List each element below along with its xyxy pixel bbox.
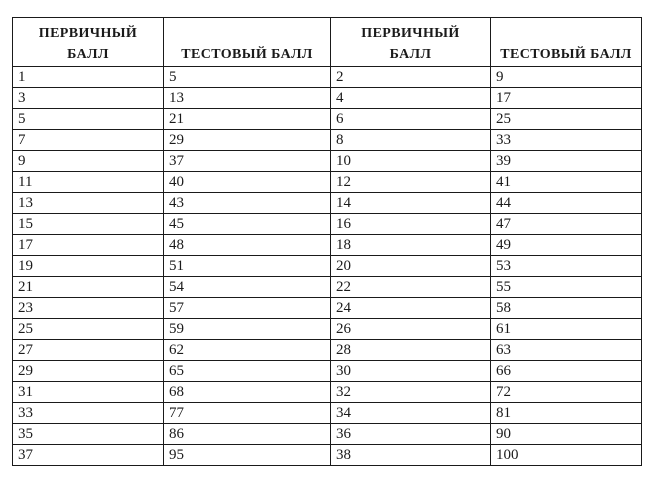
score-cell: 16 [331, 214, 491, 235]
score-cell: 30 [331, 361, 491, 382]
header-line: БАЛЛ [67, 47, 109, 62]
score-cell: 65 [164, 361, 331, 382]
score-cell: 9 [13, 151, 164, 172]
score-cell: 51 [164, 256, 331, 277]
score-cell: 66 [491, 361, 642, 382]
column-header-2 [164, 18, 331, 67]
table-row [13, 193, 642, 214]
score-cell: 29 [164, 130, 331, 151]
score-cell: 57 [164, 298, 331, 319]
table-row [13, 109, 642, 130]
score-cell: 2 [331, 67, 491, 88]
score-cell: 100 [491, 445, 642, 466]
score-cell: 24 [331, 298, 491, 319]
header-line: ТЕСТОВЫЙ БАЛЛ [500, 47, 632, 62]
score-cell: 6 [331, 109, 491, 130]
score-cell: 36 [331, 424, 491, 445]
score-cell: 86 [164, 424, 331, 445]
score-cell: 90 [491, 424, 642, 445]
score-cell: 17 [13, 235, 164, 256]
header-line: ПЕРВИЧНЫЙ [38, 26, 138, 41]
score-cell: 12 [331, 172, 491, 193]
score-cell: 32 [331, 382, 491, 403]
table-row [13, 445, 642, 466]
score-conversion-table [12, 17, 642, 466]
score-cell: 23 [13, 298, 164, 319]
score-cell: 68 [164, 382, 331, 403]
score-cell: 95 [164, 445, 331, 466]
score-cell: 77 [164, 403, 331, 424]
score-cell: 7 [13, 130, 164, 151]
score-cell: 39 [491, 151, 642, 172]
score-cell: 81 [491, 403, 642, 424]
table-row [13, 214, 642, 235]
header-line: БАЛЛ [389, 47, 432, 62]
score-cell: 37 [164, 151, 331, 172]
score-cell: 35 [13, 424, 164, 445]
score-cell: 31 [13, 382, 164, 403]
score-cell: 4 [331, 88, 491, 109]
score-cell: 17 [491, 88, 642, 109]
score-cell: 72 [491, 382, 642, 403]
score-cell: 5 [13, 109, 164, 130]
score-cell: 14 [331, 193, 491, 214]
table-row [13, 424, 642, 445]
score-cell: 40 [164, 172, 331, 193]
table-row [13, 403, 642, 424]
table-row [13, 319, 642, 340]
score-cell: 33 [13, 403, 164, 424]
score-cell: 38 [331, 445, 491, 466]
table-row [13, 151, 642, 172]
header-line: ПЕРВИЧНЫЙ [361, 26, 460, 41]
table-row [13, 130, 642, 151]
score-cell: 5 [164, 67, 331, 88]
column-header-3 [331, 18, 491, 67]
score-cell: 34 [331, 403, 491, 424]
score-cell: 41 [491, 172, 642, 193]
score-cell: 8 [331, 130, 491, 151]
table-row [13, 235, 642, 256]
score-cell: 25 [13, 319, 164, 340]
column-header-1 [13, 18, 164, 67]
table-body [13, 67, 642, 466]
score-cell: 3 [13, 88, 164, 109]
table-row [13, 382, 642, 403]
header-line: ТЕСТОВЫЙ БАЛЛ [181, 47, 313, 62]
score-cell: 11 [13, 172, 164, 193]
score-cell: 27 [13, 340, 164, 361]
score-cell: 59 [164, 319, 331, 340]
score-cell: 10 [331, 151, 491, 172]
score-cell: 19 [13, 256, 164, 277]
score-cell: 63 [491, 340, 642, 361]
score-cell: 43 [164, 193, 331, 214]
table-row [13, 298, 642, 319]
score-cell: 44 [491, 193, 642, 214]
score-cell: 47 [491, 214, 642, 235]
score-cell: 48 [164, 235, 331, 256]
score-cell: 1 [13, 67, 164, 88]
score-cell: 25 [491, 109, 642, 130]
table-row [13, 361, 642, 382]
score-cell: 45 [164, 214, 331, 235]
score-cell: 33 [491, 130, 642, 151]
table-row [13, 277, 642, 298]
score-cell: 37 [13, 445, 164, 466]
score-cell: 21 [13, 277, 164, 298]
score-cell: 9 [491, 67, 642, 88]
score-cell: 21 [164, 109, 331, 130]
score-cell: 13 [13, 193, 164, 214]
score-cell: 18 [331, 235, 491, 256]
score-cell: 15 [13, 214, 164, 235]
header-row [13, 18, 642, 67]
score-cell: 49 [491, 235, 642, 256]
table-row [13, 67, 642, 88]
score-cell: 13 [164, 88, 331, 109]
table-row [13, 340, 642, 361]
score-cell: 29 [13, 361, 164, 382]
score-cell: 26 [331, 319, 491, 340]
column-header-4 [491, 18, 642, 67]
score-cell: 58 [491, 298, 642, 319]
score-cell: 20 [331, 256, 491, 277]
table-row [13, 256, 642, 277]
table-row [13, 172, 642, 193]
score-cell: 28 [331, 340, 491, 361]
score-cell: 62 [164, 340, 331, 361]
score-cell: 22 [331, 277, 491, 298]
score-cell: 55 [491, 277, 642, 298]
score-cell: 61 [491, 319, 642, 340]
table-row [13, 88, 642, 109]
score-cell: 54 [164, 277, 331, 298]
score-cell: 53 [491, 256, 642, 277]
